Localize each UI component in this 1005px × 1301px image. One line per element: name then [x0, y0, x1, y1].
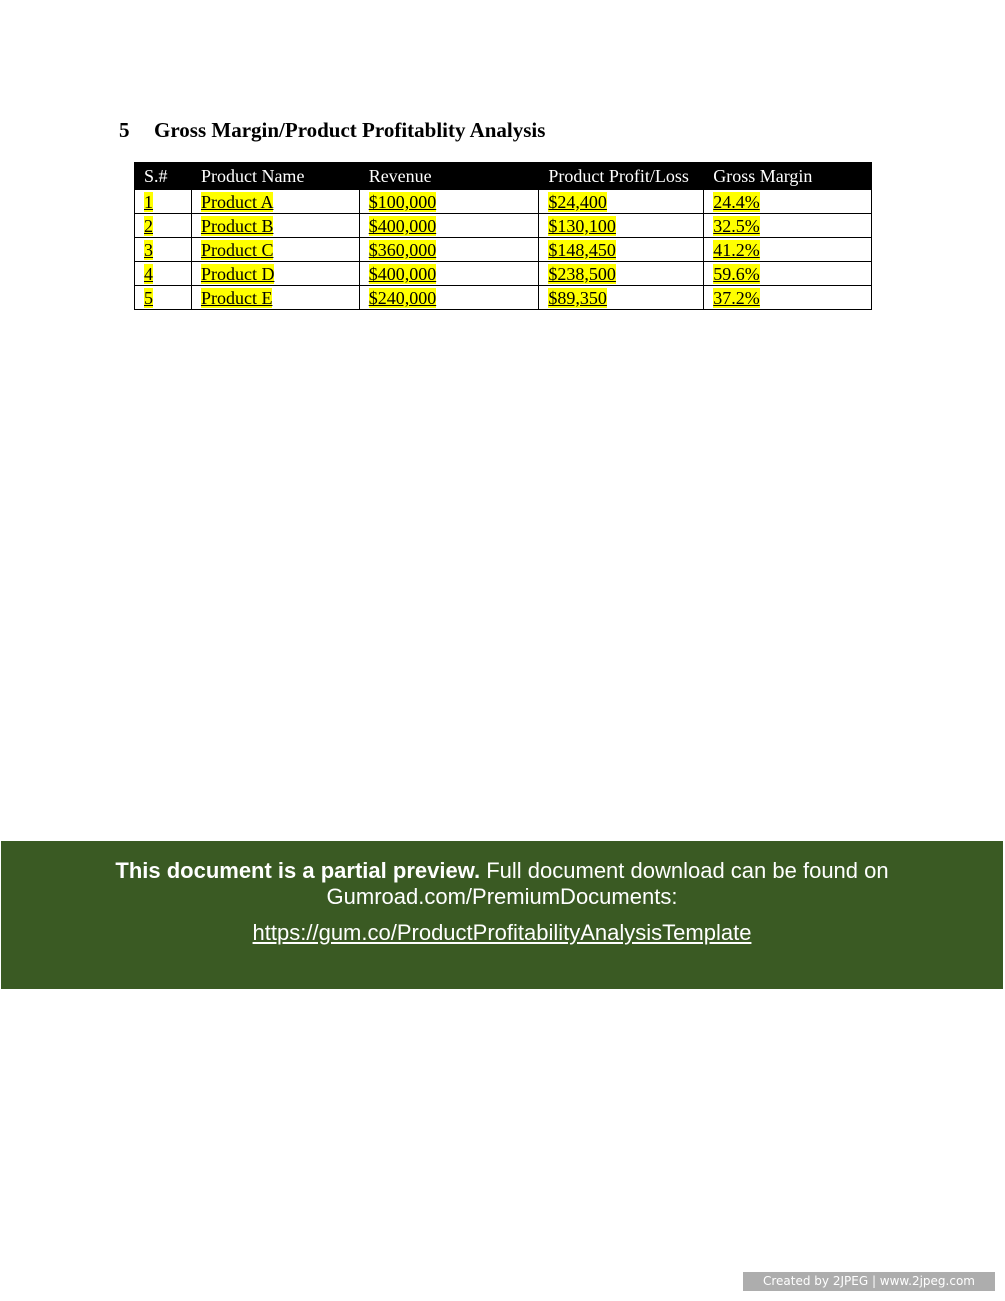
header-gross-margin: Gross Margin: [704, 163, 872, 190]
cell-link[interactable]: $89,350: [548, 288, 607, 308]
cell-revenue: [359, 238, 539, 262]
cell-link[interactable]: 41.2%: [713, 240, 760, 260]
cell-link[interactable]: $24,400: [548, 192, 607, 212]
cell-serial: [135, 262, 192, 286]
cell-link[interactable]: $360,000: [368, 240, 437, 260]
cell-gross-margin: [704, 190, 872, 214]
header-profit-loss: Product Profit/Loss: [539, 163, 704, 190]
section-number: 5: [119, 118, 130, 142]
cell-link[interactable]: $400,000: [368, 264, 437, 284]
cell-revenue: [359, 286, 539, 310]
cell-profit-loss: [539, 286, 704, 310]
cell-product-name: [191, 214, 359, 238]
cell-link[interactable]: 3: [144, 240, 153, 260]
table-row: [135, 286, 872, 310]
section-heading: [119, 118, 545, 143]
cell-profit-loss: [539, 214, 704, 238]
cell-product-name: [191, 262, 359, 286]
header-product-name: Product Name: [191, 163, 359, 190]
cell-link[interactable]: 2: [144, 216, 153, 236]
preview-text: Full document download can be found on Gumroad.com/PremiumDocuments:: [326, 858, 889, 909]
preview-message: [1, 858, 1003, 910]
cell-link[interactable]: $100,000: [368, 192, 437, 212]
section-title: Gross Margin/Product Profitablity Analysis: [154, 118, 546, 142]
cell-link[interactable]: $148,450: [548, 240, 616, 260]
cell-link[interactable]: 37.2%: [713, 288, 760, 308]
table-row: [135, 262, 872, 286]
cell-product-name: [191, 286, 359, 310]
cell-gross-margin: [704, 286, 872, 310]
cell-link[interactable]: $240,000: [368, 288, 437, 308]
cell-link[interactable]: Product D: [200, 264, 275, 284]
header-serial: S.#: [135, 163, 192, 190]
cell-link[interactable]: 4: [144, 264, 153, 284]
cell-link[interactable]: $130,100: [548, 216, 616, 236]
cell-link[interactable]: 59.6%: [713, 264, 760, 284]
cell-revenue: [359, 214, 539, 238]
cell-serial: [135, 214, 192, 238]
preview-banner: [1, 841, 1003, 989]
table-row: [135, 238, 872, 262]
cell-product-name: [191, 190, 359, 214]
cell-product-name: [191, 238, 359, 262]
cell-gross-margin: [704, 214, 872, 238]
cell-serial: [135, 286, 192, 310]
cell-link[interactable]: Product C: [200, 240, 274, 260]
cell-link[interactable]: 32.5%: [713, 216, 760, 236]
cell-serial: [135, 190, 192, 214]
cell-link[interactable]: Product B: [200, 216, 274, 236]
table-header-row: [135, 163, 872, 190]
cell-revenue: [359, 190, 539, 214]
header-revenue: Revenue: [359, 163, 539, 190]
cell-link[interactable]: Product E: [200, 288, 273, 308]
download-link[interactable]: https://gum.co/ProductProfitabilityAnalysisTemplate: [252, 920, 752, 945]
cell-serial: [135, 238, 192, 262]
cell-profit-loss: [539, 190, 704, 214]
cell-link[interactable]: $400,000: [368, 216, 437, 236]
preview-bold-text: This document is a partial preview.: [115, 858, 481, 883]
watermark: Created by 2JPEG | www.2jpeg.com: [743, 1272, 995, 1291]
cell-link[interactable]: Product A: [200, 192, 274, 212]
cell-link[interactable]: 1: [144, 192, 153, 212]
cell-profit-loss: [539, 262, 704, 286]
table-row: [135, 214, 872, 238]
cell-link[interactable]: 5: [144, 288, 153, 308]
cell-gross-margin: [704, 238, 872, 262]
profitability-table: [134, 162, 872, 310]
cell-link[interactable]: 24.4%: [713, 192, 760, 212]
cell-revenue: [359, 262, 539, 286]
cell-gross-margin: [704, 262, 872, 286]
table-row: [135, 190, 872, 214]
cell-profit-loss: [539, 238, 704, 262]
cell-link[interactable]: $238,500: [548, 264, 616, 284]
